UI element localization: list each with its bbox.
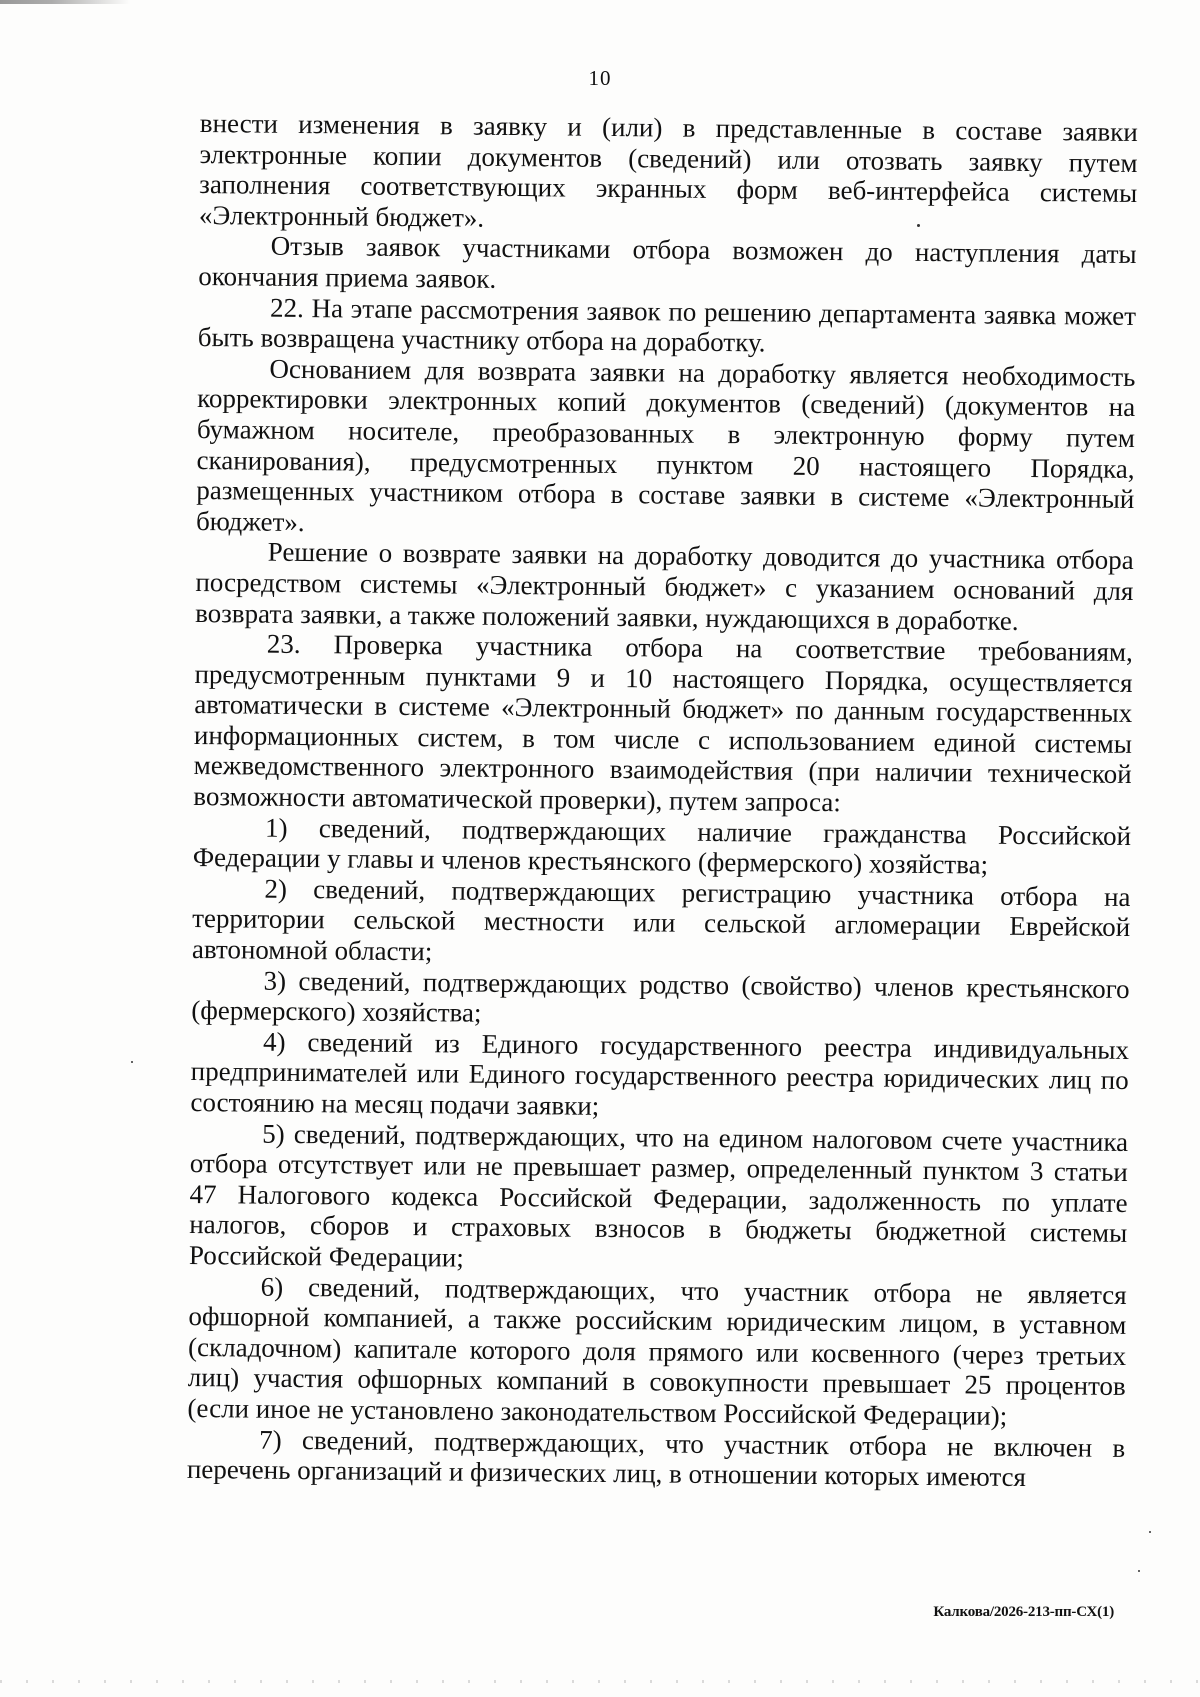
scan-artifact-bottom bbox=[0, 1680, 1200, 1683]
paragraph-continuation: внести изменения в заявку и (или) в представленные в составе заявки электронные копии документов (сведений) или отозвать заявку путем заполнения соответствующих экранных форм веб-интерфейса системы «Электронный бюджет». bbox=[198, 108, 1138, 233]
list-item-7: 7) сведений, подтверждающих, что участник отбора не включен в перечень организаций и физических лиц, в отношении которых имеются bbox=[186, 1424, 1126, 1493]
scan-artifact-top bbox=[0, 0, 130, 4]
page-number: 10 bbox=[588, 66, 612, 90]
scan-speck bbox=[1138, 1570, 1140, 1572]
list-item-4: 4) сведений из Единого государственного реестра индивидуальных предпринимателей или Единого государственного реестра юридических лиц по состоянию на месяц подачи заявки; bbox=[190, 1026, 1130, 1121]
paragraph-return-grounds: Основанием для возврата заявки на доработку является необходимость корректировки электронных копий документов (сведений) (документов на бумажном носителе, преобразованных в электронную форму путем сканирования), предусмотренных пунктом 20 настоящего Порядка, размещенных участником отбора в составе заявки в системе «Электронный бюджет». bbox=[195, 353, 1136, 537]
list-item-2: 2) сведений, подтверждающих регистрацию участника отбора на территории сельской местности или сельской агломерации Еврейской автономной области; bbox=[191, 873, 1131, 967]
list-item-3: 3) сведений, подтверждающих родство (свойство) членов крестьянского (фермерского) хозяйства; bbox=[191, 965, 1130, 1028]
paragraph-item-23: 23. Проверка участника отбора на соответствие требованиям, предусмотренным пунктами 9 и 10 настоящего Порядка, осуществляется автоматически в системе «Электронный бюджет» по данным государственных информационных систем, в том числе с использованием единой системы межведомственного электронного взаимодействия (при наличии технической возможности автоматической проверки), путем запроса: bbox=[193, 628, 1133, 818]
document-registration-code: Калкова/2026-213-пп-СХ(1) bbox=[933, 1604, 1114, 1620]
list-item-6: 6) сведений, подтверждающих, что участник отбора не является офшорной компанией, а также российским юридическим лицом, в уставном (складочном) капитале которого доля прямого или косвенного (через третьих лиц) участия офшорных компаний в совокупности превышает 25 процентов (если иное не установлено законодательством Российской Федерации); bbox=[187, 1271, 1127, 1431]
scan-speck bbox=[917, 224, 920, 227]
paragraph-return-decision: Решение о возврате заявки на доработку доводится до участника отбора посредством системы «Электронный бюджет» с указанием оснований для возврата заявки, а также положений заявки, нуждающихся в доработке. bbox=[195, 536, 1134, 636]
scan-speck bbox=[1149, 1531, 1151, 1533]
scan-speck bbox=[131, 1061, 133, 1063]
document-body bbox=[187, 108, 1138, 1494]
paragraph-withdrawal: Отзыв заявок участниками отбора возможен до наступления даты окончания приема заявок. bbox=[198, 231, 1137, 294]
list-item-1: 1) сведений, подтверждающих наличие гражданства Российской Федерации у главы и членов крестьянского (фермерского) хозяйства; bbox=[192, 812, 1132, 880]
list-item-5: 5) сведений, подтверждающих, что на едином налоговом счете участника отбора отсутствует или не превышает размер, определенный пунктом 3 статьи 47 Налогового кодекса Российской Федерации, задолженность по уплате налогов, сборов и страховых взносов в бюджеты бюджетной системы Российской Федерации; bbox=[188, 1118, 1129, 1273]
paragraph-item-22: 22. На этапе рассмотрения заявок по решению департамента заявка может быть возвращена участнику отбора на доработку. bbox=[197, 292, 1137, 358]
